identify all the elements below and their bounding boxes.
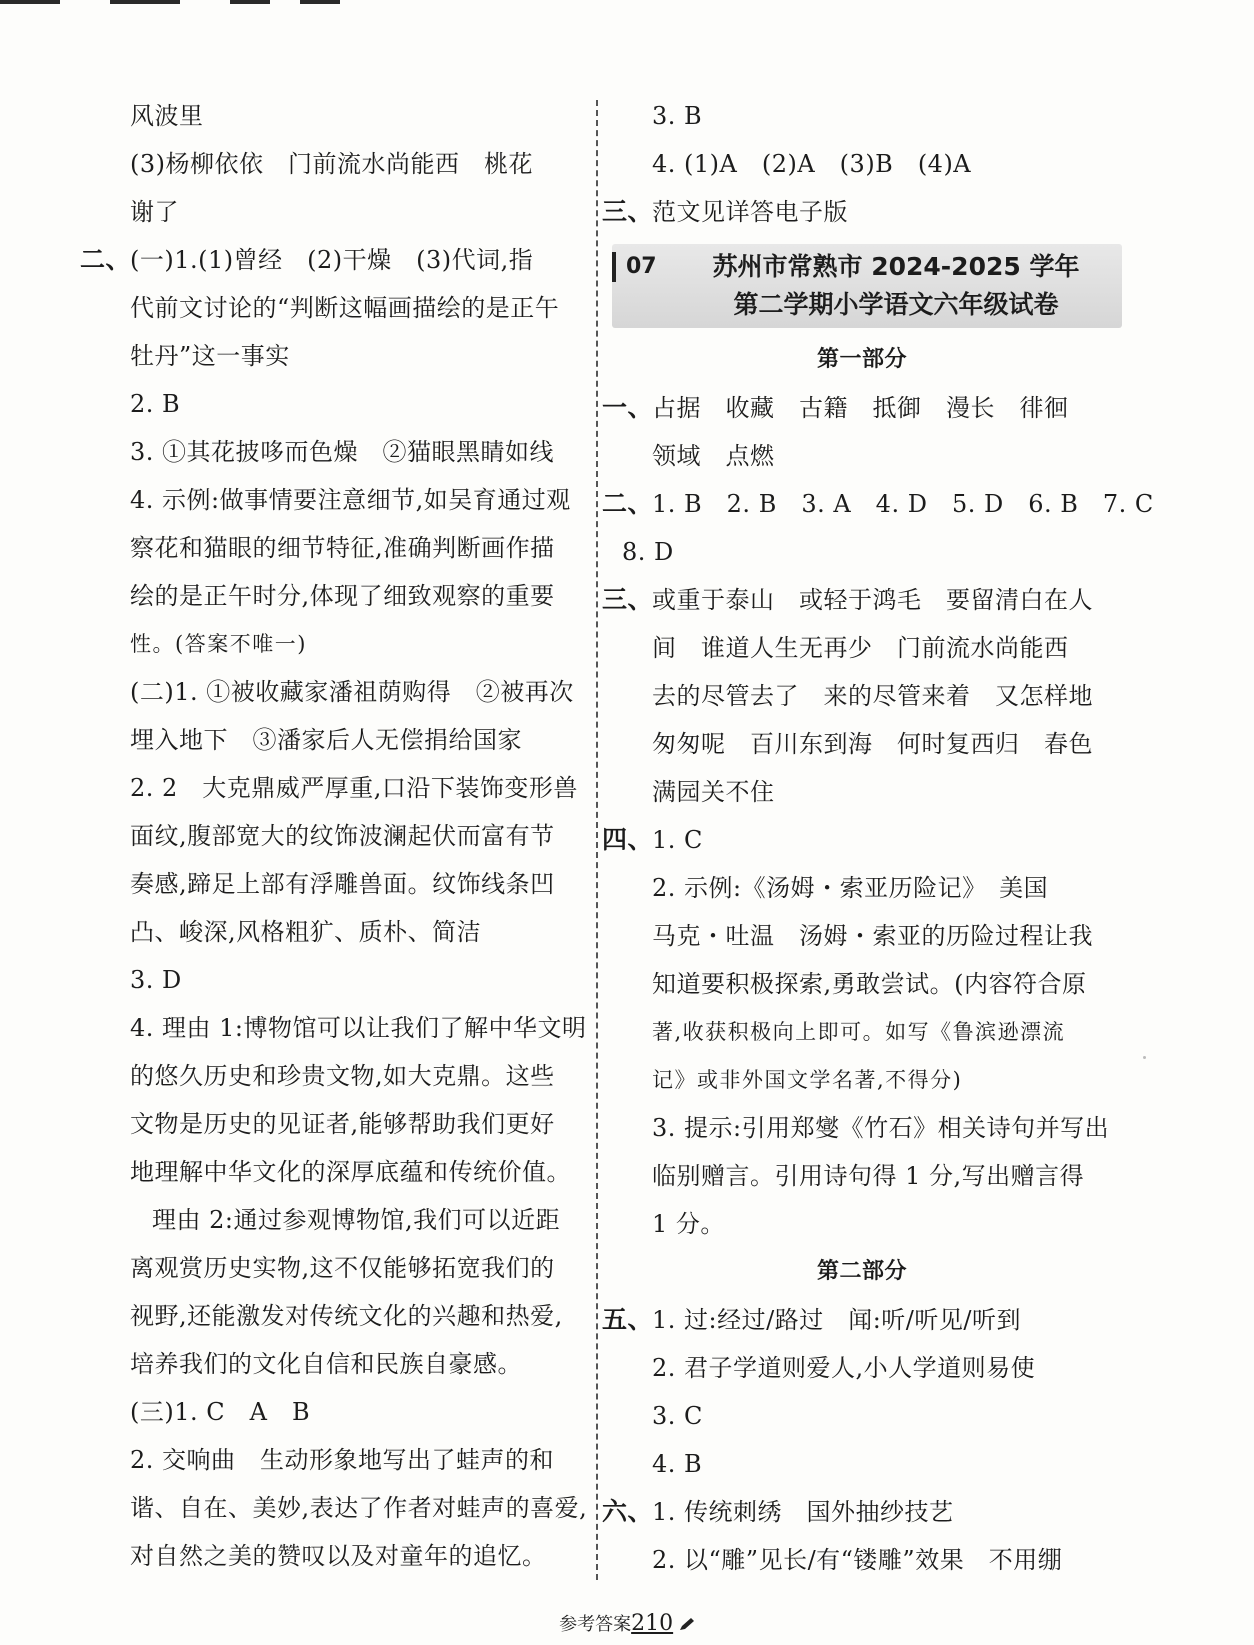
- text-line: 3. D: [130, 966, 182, 994]
- text-line: 离观赏历史实物,这不仅能够拓宽我们的: [130, 1254, 555, 1282]
- text-line: 去的尽管去了 来的尽管来着 又怎样地: [652, 682, 1093, 710]
- text-line: 3. 提示:引用郑燮《竹石》相关诗句并写出: [652, 1114, 1110, 1142]
- text-line: 牡丹”这一事实: [130, 342, 290, 370]
- text-line: (一)1.(1)曾经 (2)干燥 (3)代词,指: [130, 246, 534, 274]
- text-line: 满园关不住: [652, 778, 775, 806]
- text-line: 视野,还能激发对传统文化的兴趣和热爱,: [130, 1302, 563, 1330]
- text-line: 凸、峻深,风格粗犷、质朴、简洁: [130, 918, 482, 946]
- text-line: 间 谁道人生无再少 门前流水尚能西: [652, 634, 1069, 662]
- text-line: 的悠久历史和珍贵文物,如大克鼎。这些: [130, 1062, 555, 1090]
- text-line: 谢了: [130, 198, 179, 226]
- text-line: 培养我们的文化自信和民族自豪感。: [130, 1350, 522, 1378]
- text-line: (三)1. C A B: [130, 1398, 311, 1426]
- text-line: 谐、自在、美妙,表达了作者对蛙声的喜爱,: [130, 1494, 588, 1522]
- text-line: 面纹,腹部宽大的纹饰波澜起伏而富有节: [130, 822, 555, 850]
- section-marker: 二、: [80, 245, 132, 274]
- exam-title: [676, 248, 1116, 324]
- text-line: 理由 2:通过参观博物馆,我们可以近距: [152, 1206, 561, 1234]
- exam-number: 07: [612, 252, 657, 282]
- section-line: [602, 816, 1122, 864]
- scan-speck: [1143, 1056, 1146, 1059]
- section-line: [602, 384, 1122, 432]
- text-line: 2. 示例:《汤姆・索亚历险记》 美国: [652, 874, 1049, 902]
- text-line: 2. 交响曲 生动形象地写出了蛙声的和: [130, 1446, 555, 1474]
- text-line: 或重于泰山 或轻于鸿毛 要留清白在人: [652, 586, 1093, 614]
- text-line: 3. B: [652, 102, 703, 130]
- text-line: 察花和猫眼的细节特征,准确判断画作描: [130, 534, 555, 562]
- section-marker: 三、: [602, 585, 654, 614]
- text-line: 1 分。: [652, 1210, 725, 1238]
- text-line: 代前文讨论的“判断这幅画描绘的是正午: [130, 294, 560, 322]
- text-line: 临别赠言。引用诗句得 1 分,写出赠言得: [652, 1162, 1085, 1190]
- exam-title-line: 苏州市常熟市 2024-2025 学年: [712, 252, 1080, 281]
- text-line: 范文见详答电子版: [652, 198, 848, 226]
- text-line: 4. (1)A (2)A (3)B (4)A: [652, 150, 972, 178]
- page-footer: [0, 1610, 1254, 1636]
- exam-title-line: 第二学期小学语文六年级试卷: [733, 290, 1059, 319]
- section-line: [602, 576, 1122, 624]
- text-line: 马克・吐温 汤姆・索亚的历险过程让我: [652, 922, 1093, 950]
- section-marker: 一、: [602, 393, 654, 422]
- text-line: (3)杨柳依依 门前流水尚能西 桃花: [130, 150, 533, 178]
- text-line: 3. C: [652, 1402, 703, 1430]
- text-line: 性。(答案不唯一): [130, 632, 307, 656]
- section-marker: 四、: [602, 825, 654, 854]
- section-marker: 三、: [602, 197, 654, 226]
- pencil-icon: [679, 1615, 695, 1636]
- text-line: 领域 点燃: [652, 442, 775, 470]
- section-line: [602, 480, 1154, 528]
- text-line: 文物是历史的见证者,能够帮助我们更好: [130, 1110, 555, 1138]
- text-line: 1. 过:经过/路过 闻:听/听见/听到: [652, 1306, 1021, 1334]
- section-line: [80, 236, 590, 284]
- text-line: 著,收获积极向上即可。如写《鲁滨逊漂流: [652, 1020, 1066, 1044]
- text-line: 知道要积极探索,勇敢尝试。(内容符合原: [652, 970, 1087, 998]
- text-line: 1. C: [652, 826, 703, 854]
- section-line: [602, 188, 1122, 236]
- page-number: 210: [631, 1611, 674, 1636]
- text-line: 4. 示例:做事情要注意细节,如吴育通过观: [130, 486, 571, 514]
- section-marker: 五、: [602, 1305, 654, 1334]
- text-line: 1. 传统刺绣 国外抽纱技艺: [652, 1498, 954, 1526]
- text-line: 2. 君子学道则爱人,小人学道则易使: [652, 1354, 1036, 1382]
- text-line: 2. 2 大克鼎威严厚重,口沿下装饰变形兽: [130, 774, 578, 802]
- right-column: [602, 92, 1154, 1584]
- section-marker: 六、: [602, 1497, 654, 1526]
- text-line: 地理解中华文化的深厚底蕴和传统价值。: [130, 1158, 571, 1186]
- footer-label: 参考答案: [559, 1614, 632, 1635]
- text-line: 记》或非外国文学名著,不得分): [652, 1068, 963, 1092]
- text-line: 匆匆呢 百川东到海 何时复西归 春色: [652, 730, 1093, 758]
- part-heading: 第二部分: [816, 1259, 907, 1284]
- text-line: 1. B 2. B 3. A 4. D 5. D 6. B 7. C: [652, 490, 1154, 518]
- exam-title-banner: [612, 244, 1122, 328]
- text-line: 占据 收藏 古籍 抵御 漫长 徘徊: [652, 394, 1069, 422]
- scan-edge-marks: [0, 0, 360, 4]
- text-line: 对自然之美的赞叹以及对童年的追忆。: [130, 1542, 547, 1570]
- section-line: [602, 1296, 1122, 1344]
- text-line: 8. D: [622, 538, 674, 566]
- section-marker: 二、: [602, 489, 654, 518]
- part-heading: 第一部分: [816, 347, 907, 372]
- left-column: [80, 92, 590, 1580]
- text-line: 2. B: [130, 390, 181, 418]
- text-line: 4. 理由 1:博物馆可以让我们了解中华文明: [130, 1014, 587, 1042]
- text-line: 风波里: [130, 102, 204, 130]
- text-line: (二)1. ①被收藏家潘祖荫购得 ②被再次: [130, 678, 574, 706]
- text-line: 绘的是正午时分,体现了细致观察的重要: [130, 582, 555, 610]
- text-line: 4. B: [652, 1450, 703, 1478]
- text-line: 2. 以“雕”见长/有“镂雕”效果 不用绷: [652, 1546, 1063, 1574]
- text-line: 埋入地下 ③潘家后人无偿捐给国家: [130, 726, 522, 754]
- column-divider: [596, 100, 598, 1580]
- text-line: 奏感,蹄足上部有浮雕兽面。纹饰线条凹: [130, 870, 555, 898]
- section-line: [602, 1488, 1122, 1536]
- text-line: 3. ①其花披哆而色燥 ②猫眼黑睛如线: [130, 438, 555, 466]
